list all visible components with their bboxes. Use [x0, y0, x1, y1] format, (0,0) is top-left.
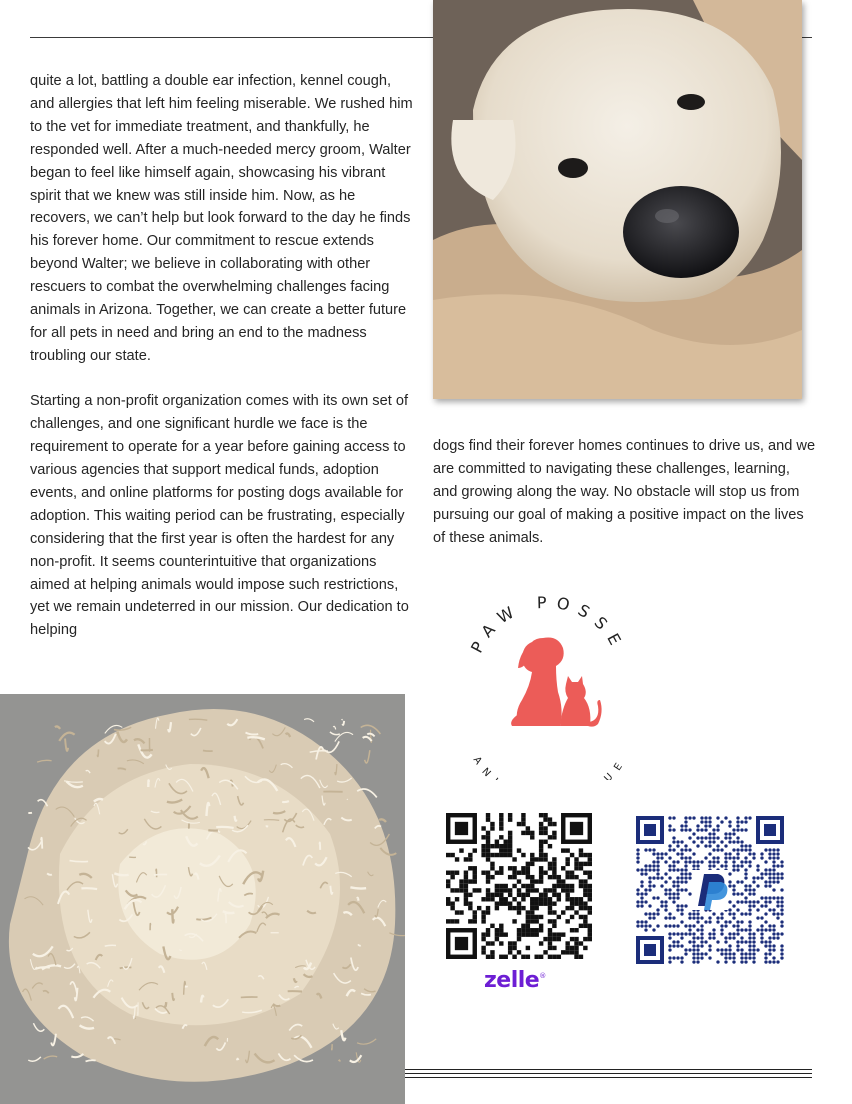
paw-posse-logo-art	[448, 580, 648, 780]
paragraph-nonprofit-challenges: Starting a non-profit organization comes with its own set of challenges, and one significant hurdle we face is the requirement to operate for a year before gaining access to various agencies that support medical funds, adoption events, and online platforms for posting dogs available for adoption. This waiting period can be frustrating, especially considering that the first year is often the hardest for any non-profit. It seems counterintuitive that organizations aimed at helping animals would impose such restrictions, yet we remain undeterred in our mission. Our dedication to helping	[30, 393, 409, 639]
dog-cat-silhouette-icon	[511, 637, 601, 726]
zelle-registered-mark: ®	[539, 972, 546, 980]
bottom-rule	[405, 1073, 812, 1074]
zelle-qr-art	[446, 813, 592, 959]
zelle-qr-code[interactable]	[446, 813, 592, 959]
dog-photo	[433, 0, 802, 399]
paypal-qr-code[interactable]	[636, 816, 784, 974]
logo-bottom-text: AN UE	[470, 754, 630, 780]
zelle-logo	[484, 968, 556, 998]
article-column-left	[30, 70, 415, 642]
paypal-qr-art	[636, 816, 784, 974]
zelle-logo-text: zelle	[484, 968, 540, 993]
article-column-right	[433, 435, 818, 550]
bottom-rule	[405, 1069, 812, 1070]
groomed-fur-art	[0, 694, 405, 1104]
dog-photo-art	[433, 0, 802, 399]
bottom-rule	[405, 1077, 812, 1078]
paragraph-walter-recovery: quite a lot, battling a double ear infection, kennel cough, and allergies that left him feeling miserable. We rushed him to the vet for immediate treatment, and thankfully, he responded well. After a much-needed mercy groom, Walter began to feel like himself again, showcasing his vibrant spirit that we knew was still inside him. Now, as he recovers, we can’t help but look forward to the day he finds his forever home. Our commitment to rescue extends beyond Walter; we believe in collaborating with other rescuers to combat the overwhelming challenges facing animals in Arizona. Together, we can create a better future for all pets in need and bring an end to the madness troubling our state.	[30, 73, 413, 364]
logo-top-text: PAW POSSE	[466, 592, 630, 656]
paw-posse-logo	[448, 580, 648, 780]
paragraph-continuation: dogs find their forever homes continues to drive us, and we are committed to navigating these challenges, learning, and growing along the way. No obstacle will stop us from pursuing our goal of making a positive impact on the lives of these animals.	[433, 438, 816, 546]
svg-text:ANIMAL RESCUE	[471, 755, 630, 780]
groomed-fur-photo	[0, 694, 405, 1104]
